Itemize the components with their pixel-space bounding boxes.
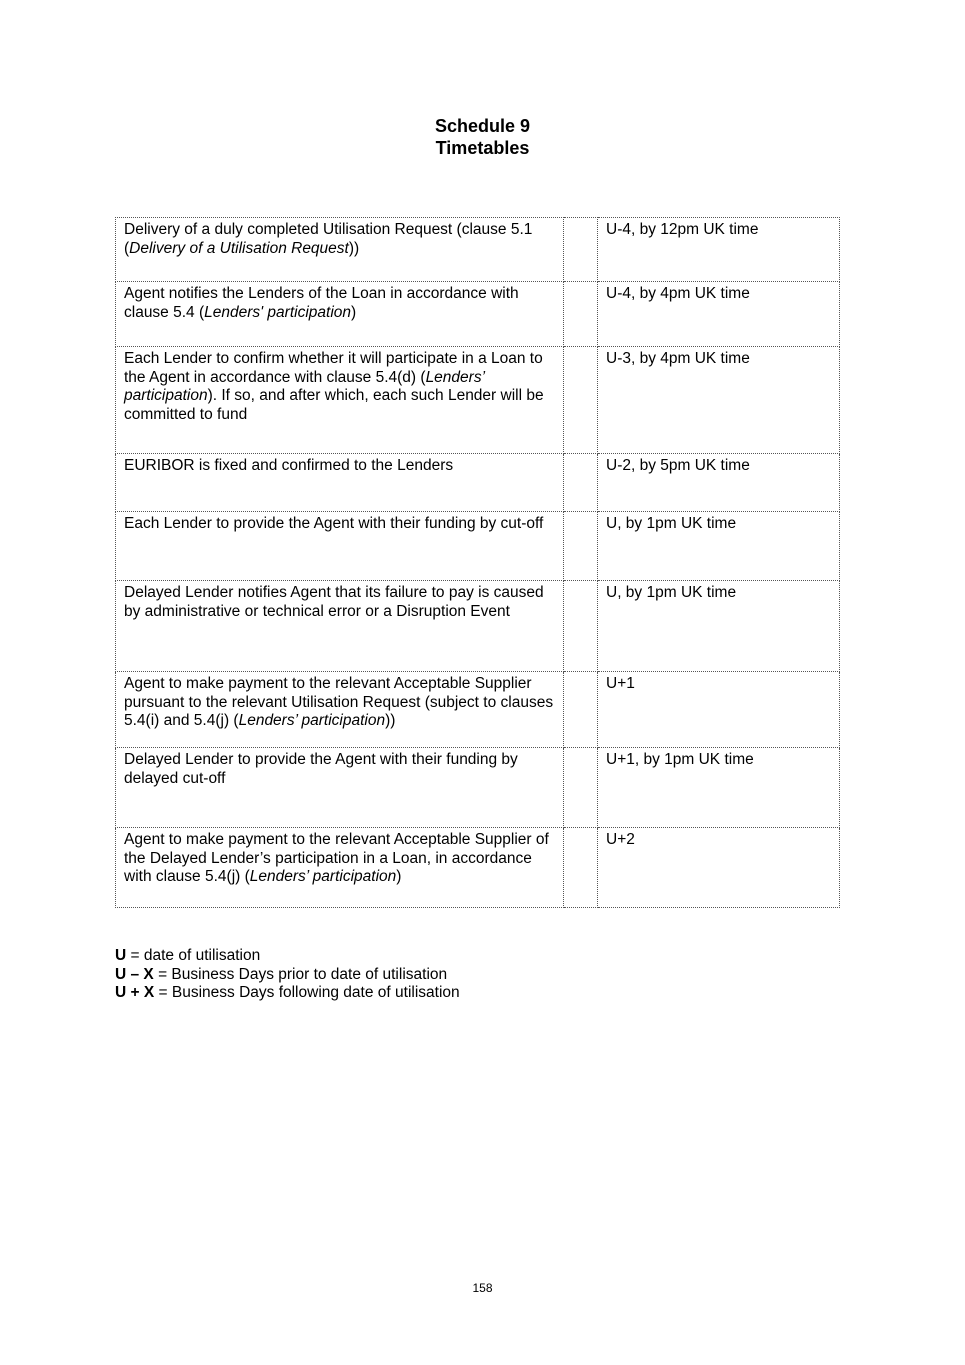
- event-cell: [116, 218, 564, 282]
- spacer-cell: [564, 454, 598, 512]
- event-text-italic: Delivery of a Utilisation Request: [129, 239, 349, 257]
- legend-item: [115, 984, 460, 1003]
- schedule-title-line2: Timetables: [435, 138, 530, 158]
- event-text: )): [348, 239, 360, 257]
- event-cell: [116, 454, 564, 512]
- legend-term: U + X: [115, 984, 155, 1002]
- legend-definition: = Business Days following date of utilisation: [154, 984, 460, 1002]
- deadline-cell: U, by 1pm UK time: [598, 581, 840, 672]
- page-number: 158: [472, 1281, 493, 1295]
- table-row: [116, 512, 840, 581]
- spacer-cell: [564, 282, 598, 347]
- deadline-cell: U+2: [598, 828, 840, 908]
- table-row: [116, 218, 840, 282]
- table-row: [116, 581, 840, 672]
- spacer-cell: [564, 748, 598, 828]
- legend-item: [115, 966, 460, 985]
- legend-term: U – X: [115, 965, 154, 983]
- spacer-cell: [564, 218, 598, 282]
- event-text: Delayed Lender to provide the Agent with their funding by delayed cut-off: [124, 751, 518, 787]
- event-text: EURIBOR is fixed and confirmed to the Lenders: [124, 457, 454, 474]
- event-text: Delayed Lender notifies Agent that its failure to pay is caused by administrative or technical error or a Disruption Event: [124, 584, 544, 620]
- spacer-cell: [564, 581, 598, 672]
- event-text: )): [385, 712, 396, 730]
- event-cell: [116, 828, 564, 908]
- event-text: Agent to make payment to the relevant Acceptable Supplier of the Delayed Lender’s participation in a Loan, in accordance with clause 5.4(j) (: [124, 831, 549, 886]
- event-text: ): [396, 868, 402, 886]
- deadline-cell: U-4, by 4pm UK time: [598, 282, 840, 347]
- event-text: Agent notifies the Lenders of the Loan in accordance with clause 5.4 (: [124, 285, 519, 321]
- deadline-cell: U-3, by 4pm UK time: [598, 347, 840, 454]
- deadline-cell: U+1: [598, 672, 840, 748]
- legend-definition: = Business Days prior to date of utilisation: [153, 965, 448, 983]
- event-text: Each Lender to provide the Agent with their funding by cut-off: [124, 515, 544, 532]
- event-cell: [116, 748, 564, 828]
- spacer-cell: [564, 347, 598, 454]
- event-cell: [116, 672, 564, 748]
- event-text: Delivery of a duly completed Utilisation Request (clause 5.1 (: [124, 221, 533, 257]
- deadline-cell: U, by 1pm UK time: [598, 512, 840, 581]
- event-text: Agent to make payment to the relevant Acceptable Supplier pursuant to the relevant Utilisation Request (subject to clauses 5.4(i) and 5.4(j) (: [124, 675, 554, 730]
- table-row: [116, 282, 840, 347]
- schedule-title: [0, 115, 965, 159]
- event-text-italic: Lenders’ participation: [238, 712, 386, 730]
- event-text-italic: Lenders' participation: [204, 303, 351, 321]
- deadline-cell: U-4, by 12pm UK time: [598, 218, 840, 282]
- event-text-italic: Lenders’ participation: [249, 868, 397, 886]
- event-cell: [116, 581, 564, 672]
- event-text: ). If so, and after which, each such Lender will be committed to fund: [124, 387, 544, 423]
- legend-definition: = date of utilisation: [126, 947, 261, 964]
- spacer-cell: [564, 828, 598, 908]
- event-cell: [116, 347, 564, 454]
- deadline-cell: U+1, by 1pm UK time: [598, 748, 840, 828]
- spacer-cell: [564, 512, 598, 581]
- event-cell: [116, 512, 564, 581]
- timetable-body: [116, 218, 840, 908]
- event-text-italic: Lenders’ participation: [124, 368, 485, 405]
- spacer-cell: [564, 672, 598, 748]
- table-row: [116, 672, 840, 748]
- event-text: Each Lender to confirm whether it will participate in a Loan to the Agent in accordance with clause 5.4(d) (: [124, 350, 543, 386]
- legend: [115, 947, 460, 1003]
- table-row: [116, 347, 840, 454]
- table-row: [116, 454, 840, 512]
- event-text: ): [351, 303, 357, 321]
- event-cell: [116, 282, 564, 347]
- table-row: [116, 748, 840, 828]
- deadline-cell: U-2, by 5pm UK time: [598, 454, 840, 512]
- timetable-table: [115, 217, 840, 908]
- legend-item: [115, 947, 460, 966]
- schedule-title-line1: Schedule 9: [434, 116, 531, 136]
- table-row: [116, 828, 840, 908]
- legend-term: U: [115, 947, 127, 964]
